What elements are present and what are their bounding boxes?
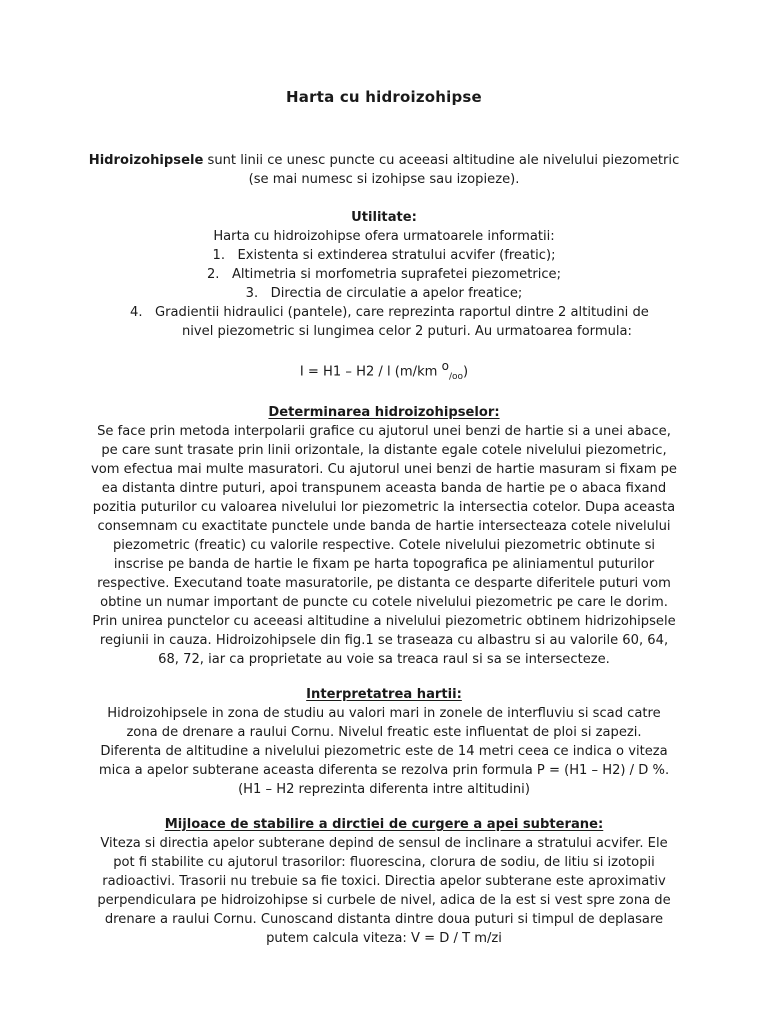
intro-text: sunt linii ce unesc puncte cu aceeasi altitudine ale nivelului piezometric: [203, 153, 680, 168]
paragraph-line: 68, 72, iar ca proprietate au voie sa treaca raul si sa se intersecteze.: [158, 651, 610, 667]
utilitate-heading: Utilitate:: [351, 210, 417, 225]
paragraph-line: perpendiculara pe hidroizohipse si curbele de nivel, adica de la est si vest spre zona de: [97, 892, 671, 908]
paragraph-line: piezometric (freatic) cu valorile respective. Cotele nivelului piezometric obtinute si: [112, 537, 656, 553]
paragraph-line: mica a apelor subterane aceasta diferenta se rezolva prin formula P = (H1 – H2) / D %.: [98, 762, 670, 778]
paragraph-line: inscrise pe banda de hartie le fixam pe harta topografica pe aliniamentul puturilor: [113, 556, 655, 572]
intro-line-2: (se mai numesc si izohipse sau izopieze).: [248, 172, 520, 187]
paragraph-line: Diferenta de altitudine a nivelului piezometric este de 14 metri ceea ce indica o viteza: [100, 743, 668, 759]
paragraph-line: Viteza si directia apelor subterane depind de sensul de inclinare a stratului acvifer. Ele: [100, 835, 668, 851]
paragraph-line: Se face prin metoda interpolarii grafice cu ajutorul unei benzi de hartie si a unei abace,: [97, 423, 671, 439]
formula-sub: /oo: [448, 371, 463, 382]
interpretare-paragraph: [62, 704, 706, 799]
list-item-number: 2.: [206, 267, 220, 282]
paragraph-line: Hidroizohipsele in zona de studiu au valori mari in zonele de interfluviu si scad catre: [107, 705, 661, 721]
paragraph-line: pot fi stabilite cu ajutorul trasorilor: fluorescina, clorura de sodiu, de litiu si izotopii: [113, 854, 655, 870]
paragraph-line: drenare a raului Cornu. Cunoscand distanta dintre doua puturi si timpul de deplasare: [104, 911, 664, 927]
utilitate-list: [62, 246, 706, 341]
gradient-formula: [62, 357, 706, 387]
list-item-number: 1.: [212, 248, 225, 263]
list-item-continuation: nivel piezometric si lungimea celor 2 puturi. Au urmatoarea formula:: [182, 324, 632, 339]
mijloace-paragraph: [62, 834, 706, 948]
paragraph-line: putem calcula viteza: V = D / T m/zi: [266, 930, 502, 946]
paragraph-line: vom efectua mai multe masuratori. Cu ajutorul unei benzi de hartie masuram si fixam pe: [91, 461, 677, 477]
intro-term: Hidroizohipsele: [88, 153, 204, 168]
paragraph-line: obtine un numar important de puncte cu cotele nivelului piezometric pe care le dorim.: [100, 594, 668, 610]
list-item: [62, 265, 706, 284]
list-item-text: Directia de circulatie a apelor freatice;: [270, 286, 523, 301]
formula-main: I = H1 – H2 / l (m/km: [299, 364, 442, 380]
page-title: Harta cu hidroizohipse: [286, 88, 482, 106]
list-item-text: Gradientii hidraulici (pantele), care reprezinta raportul dintre 2 altitudini de: [155, 305, 649, 320]
paragraph-line: (H1 – H2 reprezinta diferenta intre altitudini): [238, 781, 530, 797]
utilitate-lead: Harta cu hidroizohipse ofera urmatoarele informatii:: [213, 229, 555, 244]
mijloace-heading: Mijloace de stabilire a dirctiei de curgere a apei subterane:: [164, 816, 604, 832]
list-item-number: 3.: [245, 286, 259, 301]
paragraph-line: radioactivi. Trasorii nu trebuie sa fie toxici. Directia apelor subterane este aproximativ: [102, 873, 666, 889]
formula-close: ): [462, 364, 469, 380]
paragraph-line: pe care sunt trasate prin linii orizontale, la distante egale cotele nivelului piezometric,: [101, 442, 667, 458]
interpretare-heading: Interpretatrea hartii:: [306, 686, 462, 702]
list-item: [62, 284, 706, 303]
list-item-text: Altimetria si morfometria suprafetei piezometrice;: [231, 267, 562, 282]
paragraph-line: pozitia puturilor cu valoarea nivelului lor piezometric la intersectia cotelor. Dupa aceasta: [92, 499, 676, 515]
paragraph-line: zona de drenare a raului Cornu. Nivelul freatic este influentat de ploi si zapezi.: [126, 724, 642, 740]
determinare-paragraph: [62, 422, 706, 669]
paragraph-line: regiunii in cauza. Hidroizohipsele din fig.1 se traseaza cu albastru si au valorile 60, 64,: [99, 632, 669, 648]
paragraph-line: consemnam cu exactitate punctele unde banda de hartie intersecteaza cotele nivelului: [97, 518, 671, 534]
list-item-number: 4.: [130, 305, 143, 320]
paragraph-line: ea distanta dintre puturi, apoi transpunem aceasta banda de hartie pe o abaca fixand: [101, 480, 667, 496]
intro-paragraph: [62, 151, 706, 170]
list-item-text: Existenta si extinderea stratului acvifer (freatic);: [237, 248, 556, 263]
determinare-heading: Determinarea hidroizohipselor:: [268, 404, 500, 420]
paragraph-line: respective. Executand toate masuratorile, pe distanta ce desparte diferitele puturi vom: [97, 575, 671, 591]
list-item: [62, 246, 706, 265]
formula-sup: o: [441, 359, 449, 373]
list-item: [62, 303, 706, 341]
paragraph-line: Prin unirea punctelor cu aceeasi altitudine a nivelului piezometric obtinem hidrizohipsele: [92, 613, 676, 629]
